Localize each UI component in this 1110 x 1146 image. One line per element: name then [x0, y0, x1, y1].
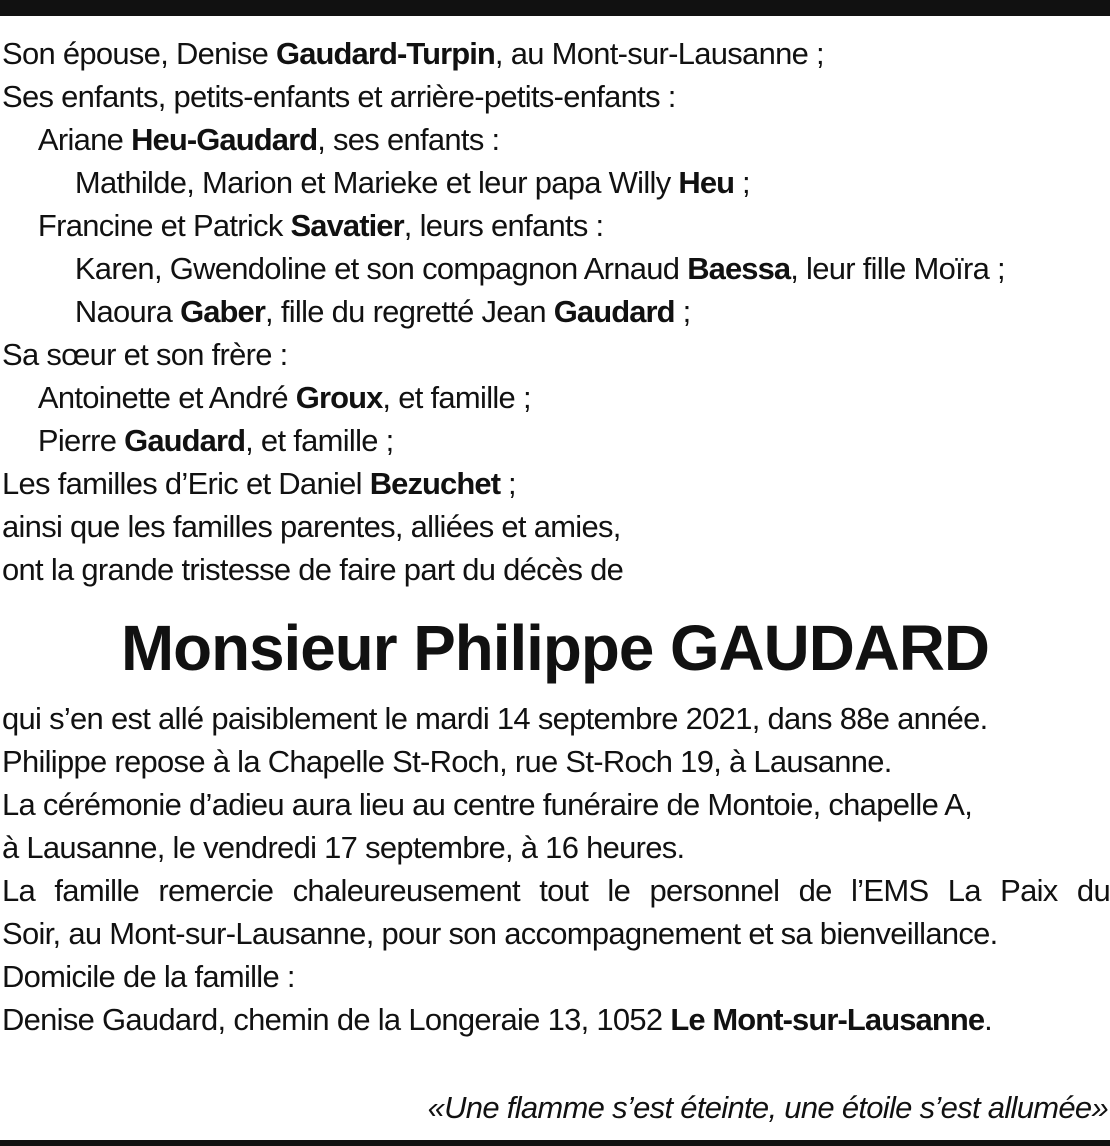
- line-text: .: [984, 1002, 993, 1037]
- detail-line: [2, 912, 1108, 955]
- line-text: , au Mont-sur-Lausanne ;: [494, 36, 824, 71]
- closing-quote: «Une flamme s’est éteinte, une étoile s’est allumée»: [427, 1090, 1108, 1125]
- line-text: Soir, au Mont-sur-Lausanne, pour son accompagnement et sa bienveillance.: [2, 916, 998, 951]
- family-line: [2, 376, 1108, 419]
- surname-text: Bezuchet: [369, 466, 501, 501]
- line-text: , leur fille Moïra ;: [790, 251, 1005, 286]
- line-text: Francine et Patrick: [37, 208, 291, 243]
- detail-line: [2, 955, 1108, 998]
- surname-text: Gaudard: [553, 294, 675, 329]
- family-line: [2, 505, 1108, 548]
- line-text: Domicile de la famille :: [2, 959, 295, 994]
- line-text: , ses enfants :: [317, 122, 500, 157]
- deceased-name: Monsieur Philippe GAUDARD: [121, 612, 989, 684]
- family-line: [2, 462, 1108, 505]
- detail-line: [2, 998, 1108, 1041]
- family-line: [2, 419, 1108, 462]
- surname-text: Gaudard-Turpin: [276, 36, 495, 71]
- line-text: , fille du regretté Jean: [265, 294, 554, 329]
- surname-text: Groux: [295, 380, 383, 415]
- line-text: , leurs enfants :: [403, 208, 604, 243]
- surname-text: Gaudard: [124, 423, 246, 458]
- line-text: ainsi que les familles parentes, alliées et amies,: [2, 509, 621, 544]
- surname-text: Heu: [678, 165, 735, 200]
- line-text: Mathilde, Marion et Marieke et leur papa Willy: [74, 165, 679, 200]
- line-text: Ariane: [37, 122, 132, 157]
- detail-line: [2, 826, 1108, 869]
- family-line: [2, 118, 1108, 161]
- surname-text: Savatier: [290, 208, 404, 243]
- family-line: [2, 548, 1108, 591]
- family-line: [2, 161, 1108, 204]
- line-text: , et famille ;: [245, 423, 394, 458]
- detail-line: [2, 740, 1108, 783]
- line-text: Son épouse, Denise: [2, 36, 277, 71]
- line-text: Antoinette et André: [37, 380, 296, 415]
- top-rule: [0, 0, 1110, 16]
- detail-line: [2, 869, 1110, 912]
- detail-line: [2, 697, 1108, 740]
- line-text: , et famille ;: [382, 380, 531, 415]
- line-text: Sa sœur et son frère :: [2, 337, 288, 372]
- family-line: [2, 75, 1108, 118]
- line-text: Philippe repose à la Chapelle St-Roch, rue St-Roch 19, à Lausanne.: [2, 744, 892, 779]
- line-text: La cérémonie d’adieu aura lieu au centre funéraire de Montoie, chapelle A,: [2, 787, 973, 822]
- family-line: [2, 290, 1108, 333]
- surname-text: Baessa: [687, 251, 791, 286]
- line-text: Les familles d’Eric et Daniel: [2, 466, 370, 501]
- line-text: Naoura: [74, 294, 181, 329]
- family-line: [2, 204, 1108, 247]
- details-paragraph: [2, 697, 1110, 1041]
- line-text: ;: [734, 165, 750, 200]
- line-text: Karen, Gwendoline et son compagnon Arnaud: [74, 251, 688, 286]
- line-text: qui s’en est allé paisiblement le mardi 14 septembre 2021, dans 88e année.: [2, 701, 988, 736]
- bottom-rule: [0, 1140, 1110, 1146]
- surname-text: Gaber: [180, 294, 266, 329]
- line-text: à Lausanne, le vendredi 17 septembre, à 16 heures.: [2, 830, 685, 865]
- surname-text: Heu-Gaudard: [131, 122, 318, 157]
- family-list: [2, 32, 1110, 591]
- line-text: Denise Gaudard, chemin de la Longeraie 13, 1052: [2, 1002, 671, 1037]
- line-text: La famille remercie chaleureusement tout le personnel de l’EMS La Paix du: [2, 873, 1110, 908]
- line-text: Pierre: [37, 423, 125, 458]
- line-text: ;: [674, 294, 691, 329]
- family-line: [2, 333, 1108, 376]
- line-text: Ses enfants, petits-enfants et arrière-petits-enfants :: [2, 79, 676, 114]
- line-text: ont la grande tristesse de faire part du décès de: [2, 552, 624, 587]
- family-line: [2, 32, 1108, 75]
- family-line: [2, 247, 1108, 290]
- line-text: ;: [500, 466, 516, 501]
- surname-text: Le Mont-sur-Lausanne: [670, 1002, 985, 1037]
- detail-line: [2, 783, 1108, 826]
